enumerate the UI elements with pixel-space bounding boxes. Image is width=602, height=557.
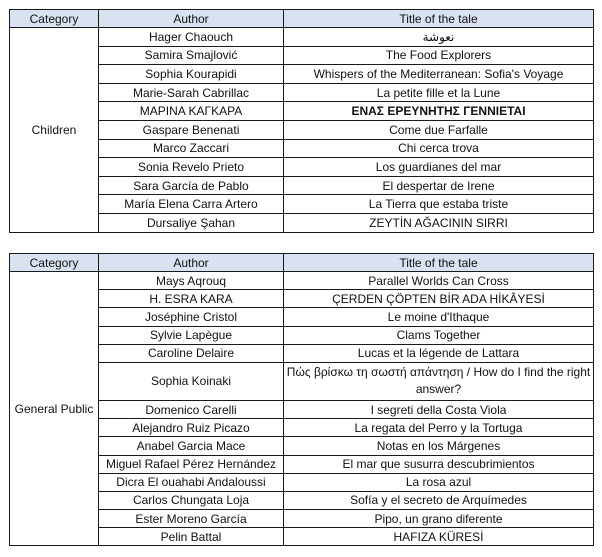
author-cell: Sonia Revelo Prieto: [99, 158, 284, 177]
general-public-table: [9, 253, 594, 546]
author-cell: Mays Aqrouq: [99, 272, 284, 290]
author-cell: Miguel Rafael Pérez Hernández: [99, 455, 284, 473]
author-cell: Ester Moreno García: [99, 510, 284, 528]
title-cell: Πώς βρίσκω τη σωστή απάντηση / How do I find the right answer?: [284, 362, 594, 400]
title-cell: Los guardianes del mar: [284, 158, 594, 177]
author-header: Author: [99, 10, 284, 28]
title-cell: ÇERDEN ÇÖPTEN BİR ADA HİKÂYESİ: [284, 290, 594, 308]
author-header: Author: [99, 254, 284, 272]
header-row: [10, 254, 594, 272]
title-cell: Notas en los Márgenes: [284, 437, 594, 455]
title-cell: The Food Explorers: [284, 46, 594, 65]
title-cell: Chi cerca trova: [284, 139, 594, 158]
category-cell: General Public: [10, 272, 99, 546]
title-cell: Come due Farfalle: [284, 120, 594, 139]
header-row: [10, 10, 594, 28]
author-cell: Samira Smajlović: [99, 46, 284, 65]
table-row: [10, 272, 594, 290]
title-header: Title of the tale: [284, 10, 594, 28]
table-row: [10, 28, 594, 47]
title-cell: Le moine d'Ithaque: [284, 308, 594, 326]
author-cell: Pelin Battal: [99, 528, 284, 546]
author-cell: ΜΑΡΙΝΑ ΚΑΓΚΑΡΑ: [99, 102, 284, 121]
author-cell: H. ESRA KARA: [99, 290, 284, 308]
title-header: Title of the tale: [284, 254, 594, 272]
title-cell: ZEYTİN AĞACININ SIRRI: [284, 213, 594, 232]
author-cell: Hager Chaouch: [99, 28, 284, 47]
category-cell: Children: [10, 28, 99, 233]
title-cell: El mar que susurra descubrimientos: [284, 455, 594, 473]
author-cell: Marie-Sarah Cabrillac: [99, 83, 284, 102]
author-cell: Sara García de Pablo: [99, 176, 284, 195]
author-cell: Sophia Koinaki: [99, 362, 284, 400]
author-cell: Marco Zaccari: [99, 139, 284, 158]
title-cell: Whispers of the Mediterranean: Sofia's Voyage: [284, 65, 594, 84]
title-cell: El despertar de Irene: [284, 176, 594, 195]
title-cell: La regata del Perro y la Tortuga: [284, 419, 594, 437]
author-cell: Anabel Garcia Mace: [99, 437, 284, 455]
title-cell: Pipo, un grano diferente: [284, 510, 594, 528]
author-cell: Carlos Chungata Loja: [99, 491, 284, 509]
title-cell: I segreti della Costa Viola: [284, 400, 594, 418]
title-cell: HAFIZA KÜRESİ: [284, 528, 594, 546]
author-cell: María Elena Carra Artero: [99, 195, 284, 214]
title-cell: Sofía y el secreto de Arquímedes: [284, 491, 594, 509]
title-cell: La petite fille et la Lune: [284, 83, 594, 102]
title-cell: La Tierra que estaba triste: [284, 195, 594, 214]
author-cell: Sylvie Lapègue: [99, 326, 284, 344]
title-cell: La rosa azul: [284, 473, 594, 491]
children-table: [9, 9, 594, 233]
category-header: Category: [10, 10, 99, 28]
title-cell: ΕΝΑΣ ΕΡΕΥΝΗΤΗΣ ΓΕΝΝΙΕΤΑΙ: [284, 102, 594, 121]
author-cell: Joséphine Cristol: [99, 308, 284, 326]
author-cell: Alejandro Ruiz Picazo: [99, 419, 284, 437]
author-cell: Sophia Kourapidi: [99, 65, 284, 84]
author-cell: Dursaliye Şahan: [99, 213, 284, 232]
title-cell: Parallel Worlds Can Cross: [284, 272, 594, 290]
category-header: Category: [10, 254, 99, 272]
title-cell: Lucas et la légende de Lattara: [284, 344, 594, 362]
author-cell: Dicra El ouahabi Andaloussi: [99, 473, 284, 491]
title-cell: Clams Together: [284, 326, 594, 344]
author-cell: Caroline Delaire: [99, 344, 284, 362]
title-cell: نعوشة: [284, 28, 594, 47]
author-cell: Domenico Carelli: [99, 400, 284, 418]
author-cell: Gaspare Benenati: [99, 120, 284, 139]
